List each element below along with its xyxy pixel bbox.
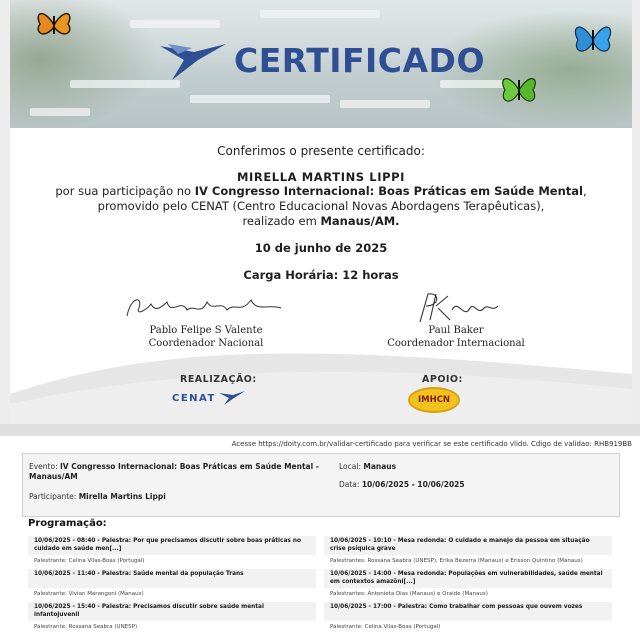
participation-line bbox=[10, 184, 632, 198]
recipient-name: MIRELLA MARTINS LIPPI bbox=[236, 170, 406, 184]
date-label: Data: bbox=[339, 480, 362, 489]
validation-page bbox=[0, 436, 640, 640]
program-item-speaker: Palestrante: Celina Vilas-Boas (Portugal) bbox=[34, 558, 145, 564]
program-item bbox=[28, 536, 316, 568]
imhcn-logo: IMHCN bbox=[408, 387, 460, 413]
program-item-title: 10/06/2025 - 14:00 - Mesa redonda: Populações em vulnerabilidades, saúde mental em contextos amazôni[...] bbox=[324, 569, 612, 588]
butterfly-blue-icon bbox=[570, 18, 616, 62]
participation-suffix: , bbox=[582, 184, 587, 198]
signer-role: Coordenador Nacional bbox=[148, 338, 264, 349]
participant-label: Participante: bbox=[29, 492, 79, 501]
validation-link-text[interactable]: Acesse https://doity.com.br/validar-certificado para verificar se este certificado vlido. Cdigo de validao: RHB919BB bbox=[231, 440, 632, 448]
event-name: IV Congresso Internacional: Boas Práticas em Saúde Mental bbox=[194, 184, 583, 198]
signer-name: Pablo Felipe S Valente bbox=[149, 325, 263, 336]
certificate-date: 10 de junho de 2025 bbox=[254, 241, 388, 255]
signature-scribble-pablo bbox=[121, 290, 291, 324]
program-item-speaker: Palestrante: Celina Vilas-Boas (Portugal) bbox=[330, 624, 441, 630]
participation-prefix: por sua participação no bbox=[55, 184, 195, 198]
program-item-title: 10/06/2025 - 17:00 - Palestra: Como trabalhar com pessoas que ouvem vozes bbox=[324, 602, 612, 621]
program-item-speaker: Palestrante: Rossana Seabra (UNESP) bbox=[34, 624, 138, 630]
program-item bbox=[28, 569, 316, 601]
location-field bbox=[339, 462, 396, 472]
signature-block-international bbox=[356, 290, 556, 350]
program-item bbox=[324, 602, 612, 634]
hours-value: 12 horas bbox=[342, 268, 399, 282]
butterfly-green-icon bbox=[498, 70, 540, 110]
certificate-title bbox=[158, 34, 498, 86]
location-value: Manaus bbox=[363, 462, 397, 471]
workload bbox=[10, 268, 632, 282]
page-separator bbox=[0, 424, 640, 436]
apoio-label: APOIO: bbox=[422, 374, 463, 385]
location-value: Manaus/AM. bbox=[320, 214, 400, 228]
cenat-wing-logo-icon bbox=[158, 38, 228, 82]
location-line bbox=[10, 214, 632, 228]
event-info-box bbox=[22, 453, 620, 517]
realizacao-label: REALIZAÇÃO: bbox=[180, 374, 257, 385]
signature-scribble-baker bbox=[406, 290, 506, 324]
cenat-logo bbox=[172, 391, 245, 405]
certificate-page bbox=[10, 0, 632, 424]
program-item-speaker: Palestrantes: Antonieta Dias (Manaus) e Oraide (Manaus) bbox=[330, 591, 488, 597]
signature-block-national bbox=[106, 290, 306, 350]
program-item-title: 10/06/2025 - 08:40 - Palestra: Por que precisamos discutir sobre boas práticas no cuidado em saúde men[...] bbox=[28, 536, 316, 555]
cenat-wing-icon bbox=[219, 391, 245, 405]
event-field bbox=[29, 462, 329, 482]
program-item bbox=[324, 569, 612, 601]
hours-label: Carga Horária: bbox=[243, 268, 343, 282]
program-item-title: 10/06/2025 - 11:40 - Palestra: Saúde mental da população Trans bbox=[28, 569, 316, 588]
location-prefix: realizado em bbox=[242, 214, 321, 228]
participant-field bbox=[29, 492, 166, 502]
program-item-title: 10/06/2025 - 15:40 - Palestra: Precisamos discutir sobre saúde mental infantojuvenil bbox=[28, 602, 316, 621]
cenat-logo-text: CENAT bbox=[172, 392, 216, 404]
program-item-speaker: Palestrantes: Rossana Seabra (UNESP), Erika Bezerra (Manaus) e Erisson Quintino (Manaus) bbox=[330, 558, 583, 564]
event-label: Evento: bbox=[29, 462, 60, 471]
participant-value: Mirella Martins Lippi bbox=[78, 492, 166, 501]
program-item bbox=[324, 536, 612, 568]
program-item-title: 10/06/2025 - 10:10 - Mesa redonda: O cuidado e manejo da pessoa em situação crise psíquica grave bbox=[324, 536, 612, 555]
promoted-by-line: promovido pelo CENAT (Centro Educacional Novas Abordagens Terapêuticas), bbox=[97, 199, 545, 213]
confirm-text: Conferimos o presente certificado: bbox=[217, 144, 425, 158]
banner-title-text: CERTIFICADO bbox=[234, 40, 486, 80]
program-title: Programação: bbox=[28, 518, 107, 529]
program-item bbox=[28, 602, 316, 634]
butterfly-orange-icon bbox=[34, 6, 74, 44]
signer-role: Coordenador Internacional bbox=[387, 338, 525, 349]
event-value: IV Congresso Internacional: Boas Práticas em Saúde Mental - Manaus/AM bbox=[29, 462, 319, 481]
program-item-speaker: Palestrante: Vivian Marangoni (Manaus) bbox=[34, 591, 144, 597]
date-field bbox=[339, 480, 465, 490]
date-value: 10/06/2025 - 10/06/2025 bbox=[361, 480, 465, 489]
banner-photo bbox=[10, 0, 632, 128]
location-label: Local: bbox=[339, 462, 364, 471]
signer-name: Paul Baker bbox=[428, 325, 484, 336]
